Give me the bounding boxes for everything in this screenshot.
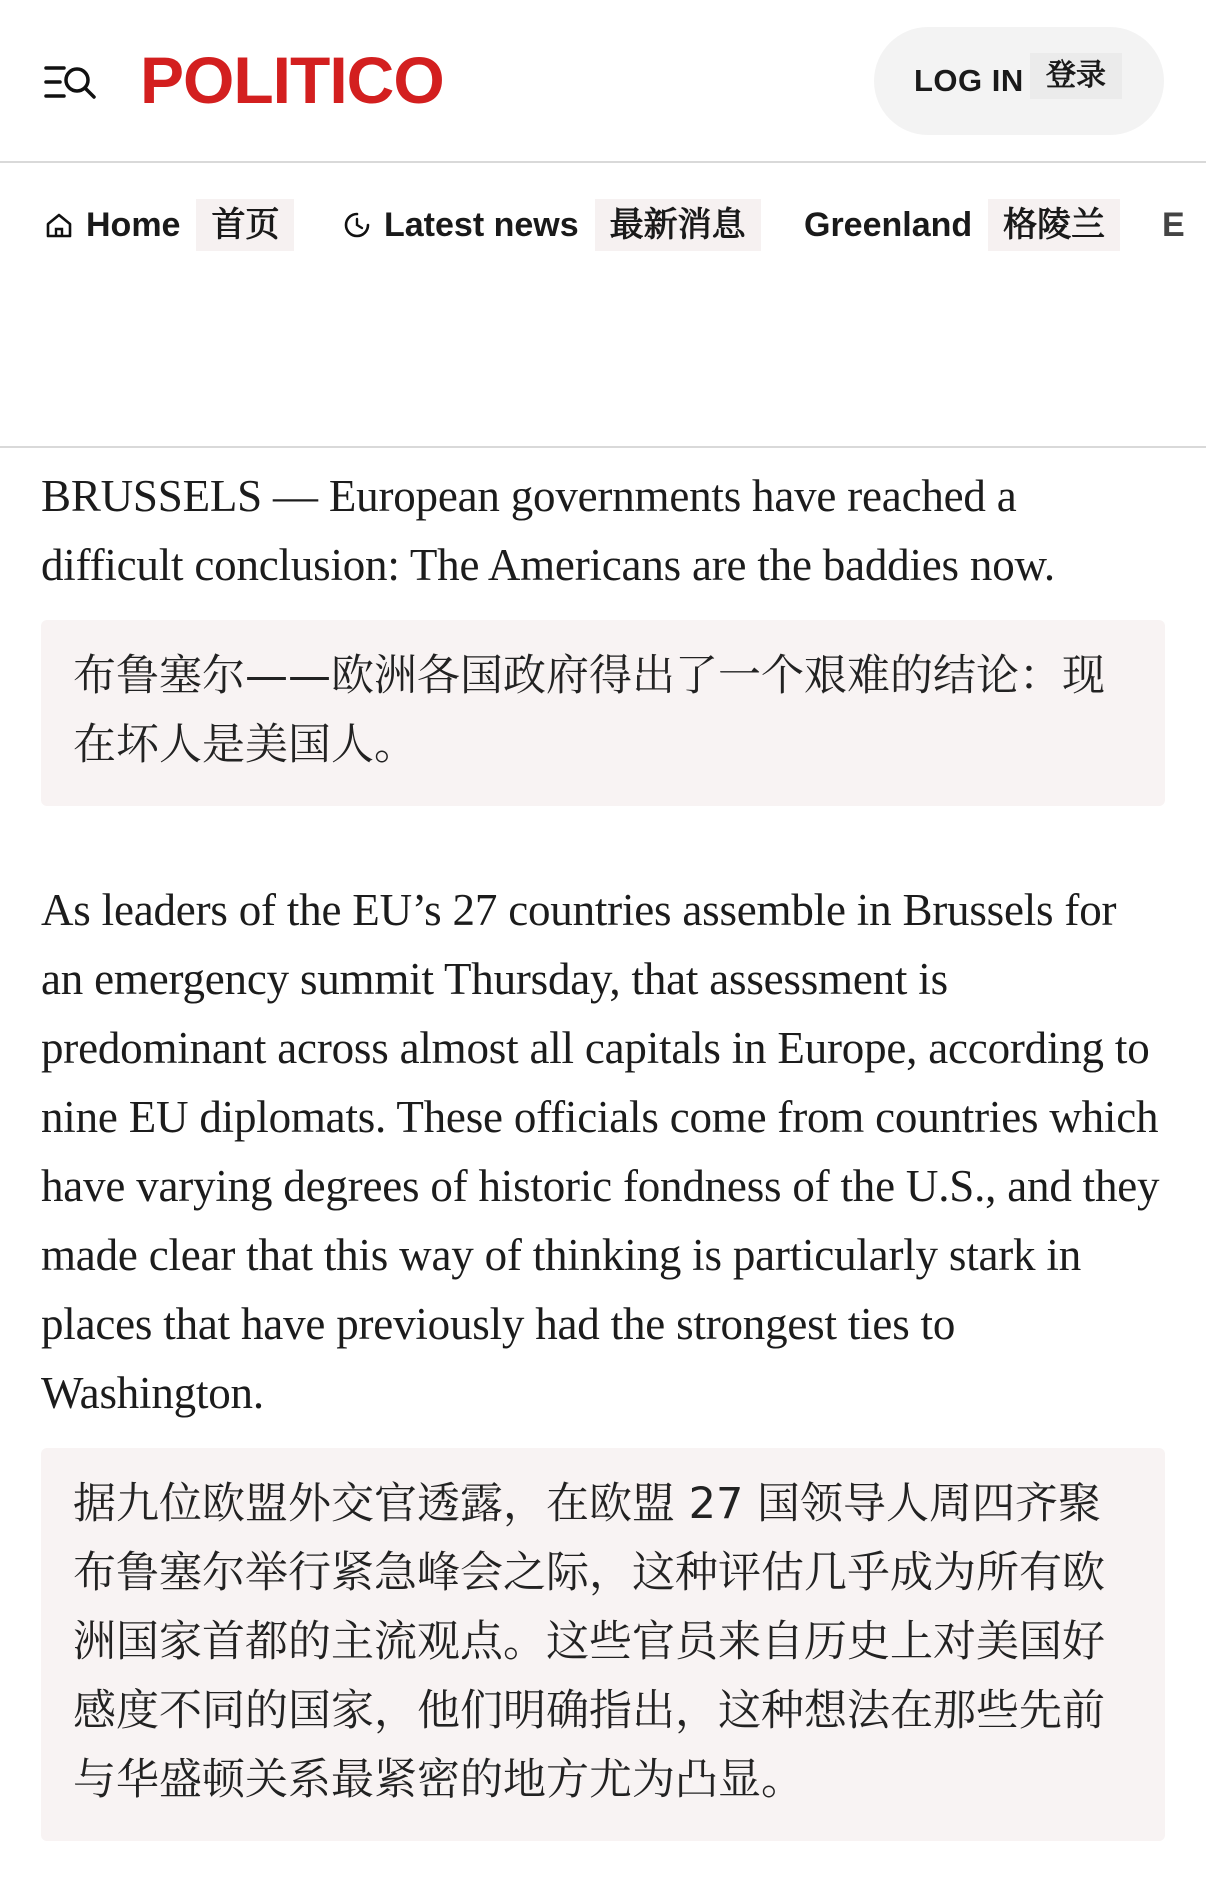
nav-translation-latest-news: 最新消息 bbox=[595, 199, 761, 251]
article-paragraph-en: BRUSSELS — European governments have reached a difficult conclusion: The Americans are the baddies now. bbox=[41, 471, 1055, 590]
login-label: LOG IN bbox=[914, 63, 1024, 98]
article-paragraph-en: As leaders of the EU’s 27 countries assemble in Brussels for an emergency summit Thursday, that assessment is predominant across almost all capitals in Europe, according to nine EU diplomats. These officials come from countries which have varying degrees of historic fondness of the U.S., and they made clear that this way of thinking is particularly stark in places that have previously had the strongest ties to Washington. bbox=[41, 885, 1160, 1418]
nav-item-home[interactable] bbox=[44, 197, 294, 253]
home-icon bbox=[44, 210, 74, 240]
nav-label-greenland: Greenland bbox=[804, 205, 973, 244]
nav-item-greenland[interactable] bbox=[804, 197, 1120, 253]
nav-label-latest-news: Latest news bbox=[384, 205, 579, 244]
clock-icon bbox=[342, 210, 372, 240]
nav-translation-home: 首页 bbox=[196, 199, 294, 251]
article-body bbox=[41, 462, 1165, 1841]
login-translation: 登录 bbox=[1030, 53, 1122, 99]
nav-item-latest-news[interactable] bbox=[342, 197, 761, 253]
translation-box: 据九位欧盟外交官透露，在欧盟 27 国领导人周四齐聚布鲁塞尔举行紧急峰会之际，这种评估几乎成为所有欧洲国家首都的主流观点。这些官员来自历史上对美国好感度不同的国家，他们明确指出，这种想法在那些先前与华盛顿关系最紧密的地方尤为凸显。 bbox=[41, 1448, 1165, 1841]
nav-translation-greenland: 格陵兰 bbox=[988, 199, 1120, 251]
top-header bbox=[0, 0, 1206, 163]
politico-logo[interactable]: POLITICO bbox=[140, 43, 444, 117]
nav-item-truncated[interactable] bbox=[1162, 197, 1185, 253]
nav-label-truncated: E bbox=[1162, 205, 1185, 244]
login-button[interactable] bbox=[874, 27, 1164, 135]
nav-label-home: Home bbox=[86, 205, 181, 244]
menu-search-icon[interactable] bbox=[44, 62, 98, 102]
section-nav bbox=[0, 163, 1206, 448]
translation-box: 布鲁塞尔——欧洲各国政府得出了一个艰难的结论：现在坏人是美国人。 bbox=[41, 620, 1165, 806]
